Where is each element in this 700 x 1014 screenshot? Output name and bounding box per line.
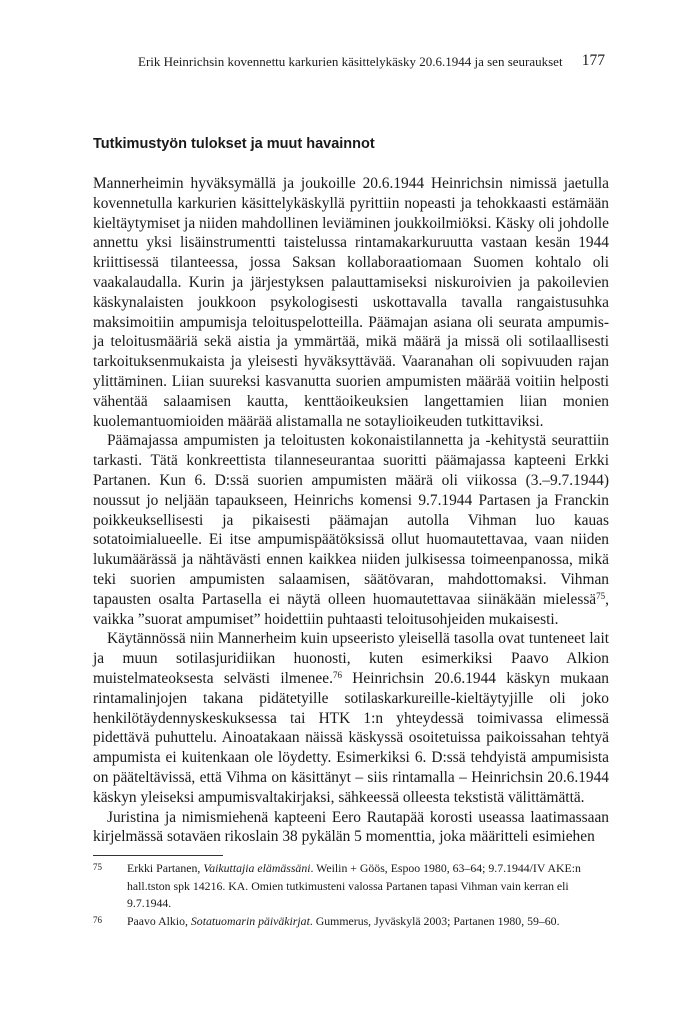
paragraph-2 (93, 431, 609, 629)
footnote-number: 76 (93, 914, 102, 925)
footnote-text-part: Paavo Alkio, (127, 913, 191, 928)
footnote-ref-76[interactable]: 76 (332, 669, 342, 680)
footnote-book-title: Sotatuomarin päiväkirjat (190, 913, 310, 928)
footnote (93, 913, 609, 931)
running-title: Erik Heinrichsin kovennettu karkurien käsittelykäsky 20.6.1944 ja sen seuraukset (138, 54, 563, 69)
footnote-text (127, 913, 609, 931)
footnote-book-title: Vaikuttajia elämässäni (203, 861, 311, 875)
footnote-ref-75[interactable]: 75 (596, 590, 606, 601)
paragraph-2-text: Päämajassa ampumisten ja teloitusten kokonaistilannetta ja -kehitystä seurattiin tarkasti. Tätä konkreettista tilanneseurantaa suoritti päämajassa kapteeni Erkki Partanen. Kun 6. D:ssä suorien ampumisten määrä oli viikossa (3.–9.7.1944) noussut jo neljään tapaukseen, Heinrichs komensi 9.7.1944 Partasen ja Franckin poikkeuksellisesti ja pikaisesti päämajan autolla Vihman luo kauas sotatoimialueelle. Ei itse ampumispäätöksissä ollut huomautettavaa, vaan niiden lukumäärässä ja nähtävästi ennen kaikkea niiden julkisessa toimeenpanossa, mikä teki suorien ampumisten salaamisen, säätövaran, mahdottomaksi. Vihman tapausten osalta Partasella ei näytä olleen huomautettavaa siinäkään mielessä (93, 432, 609, 608)
paragraph-3-text-cont: Heinrichsin 20.6.1944 käskyn mukaan rintamalinjojen takana pidätetyille sotilaskarkureille-kieltäytyjille oli joko henkilötäydennyskeskuksessa tai HTK 1:n yhteydessä toimivassa elimessä pidettävä puhuttelu. Ainoatakaan näissä käskyssä osoitetuissa paikoissahan tehtyä ampumista ei kuitenkaan ole löydetty. Esimerkiksi 6. D:ssä tehdyistä ampumisista on pääteltävissä, että Vihma on käsittänyt – siis rintamalla – Heinrichsin 20.6.1944 käskyn yleiseksi ampumisvaltakirjaksi, sähkeessä olleesta tekstistä välittämättä. (93, 669, 609, 806)
paragraph-3-text: Käytännössä niin Mannerheim kuin upseeristo yleisellä tasolla ovat tunteneet lait ja muun sotilasjuridiikan huonosti, kuten esimerkiksi Paavo Alkion muistelmateoksesta selvästi ilmenee. (93, 630, 609, 687)
footnote-text-part: . Weilin + Göös, Espoo 1980, 63–64; 9.7.1944/IV AKE:n hall.tston spk 14216. KA. Omien tutkimusteni valossa Partanen tapasi Vihman vain kerran eli 9.7.1944. (127, 861, 581, 910)
page-number: 177 (581, 52, 605, 69)
footnote-text-part: Erkki Partanen, (127, 861, 204, 875)
footnote-number: 75 (93, 862, 102, 872)
footnote (93, 860, 609, 913)
running-header (93, 52, 605, 72)
footnote-separator (93, 855, 223, 856)
section-heading: Tutkimustyön tulokset ja muut havainnot (93, 136, 375, 152)
paragraph-1: Mannerheimin hyväksymällä ja joukoille 20.6.1944 Heinrichsin nimissä jaetulla kovennetulla karkurien käsittelykäskyllä pyrittiin nopeasti ja tehokkaasti estämään kieltäytymiset ja niiden mahdollinen leviäminen joukkoilmiöksi. Käsky oli johdolle annettu yksi lisäinstrumentti taistelussa rintamakarkuruutta vastaan kesän 1944 kriittisessä tilanteessa, jossa Saksan kollaboraatiomaan Suomen kohtalo oli vaakalaudalla. Kurin ja järjestyksen palauttamiseksi niskuroivien ja pakoilevien käskynalaisten joukkoon psykologisesti uskottavalla tavalla rangaistusuhka maksimoitiin ampumisja teloituspelotteilla. Päämajan asiana oli seurata ampumis- ja teloitusmääriä sekä aistia ja ymmärtää, mikä määrä ja missä oli sotilaallisesti tarkoituksenmukaista ja yleisesti hyväksyttävää. Vaaranahan oli sopivuuden rajan ylittäminen. Liian suureksi kasvanutta suorien ampumisten määrää voitiin helposti vähentää salaamisen kautta, kenttäoikeuksien langettamien liian monien kuolemantuomioiden määrää alistamalla ne sotaylioikeuden tutkittaviksi. (93, 175, 609, 430)
body-text (93, 174, 609, 847)
footnotes (93, 860, 609, 930)
footnote-text-part: . Gummerus, Jyväskylä 2003; Partanen 1980, 59–60. (309, 913, 560, 928)
footnote-text (127, 860, 609, 913)
paragraph-3 (93, 629, 609, 807)
paragraph-2-text-cont: , vaikka ”suorat ampumiset” hoidettiin puhtaasti teloitusohjeiden mukaisesti. (93, 590, 609, 628)
paragraph-4: Juristina ja nimismiehenä kapteeni Eero Rautapää korosti useassa laatimassaan kirjelmässä sotaväen rikoslain 38 pykälän 5 momenttia, joka määritteli esimiehen (93, 808, 609, 846)
